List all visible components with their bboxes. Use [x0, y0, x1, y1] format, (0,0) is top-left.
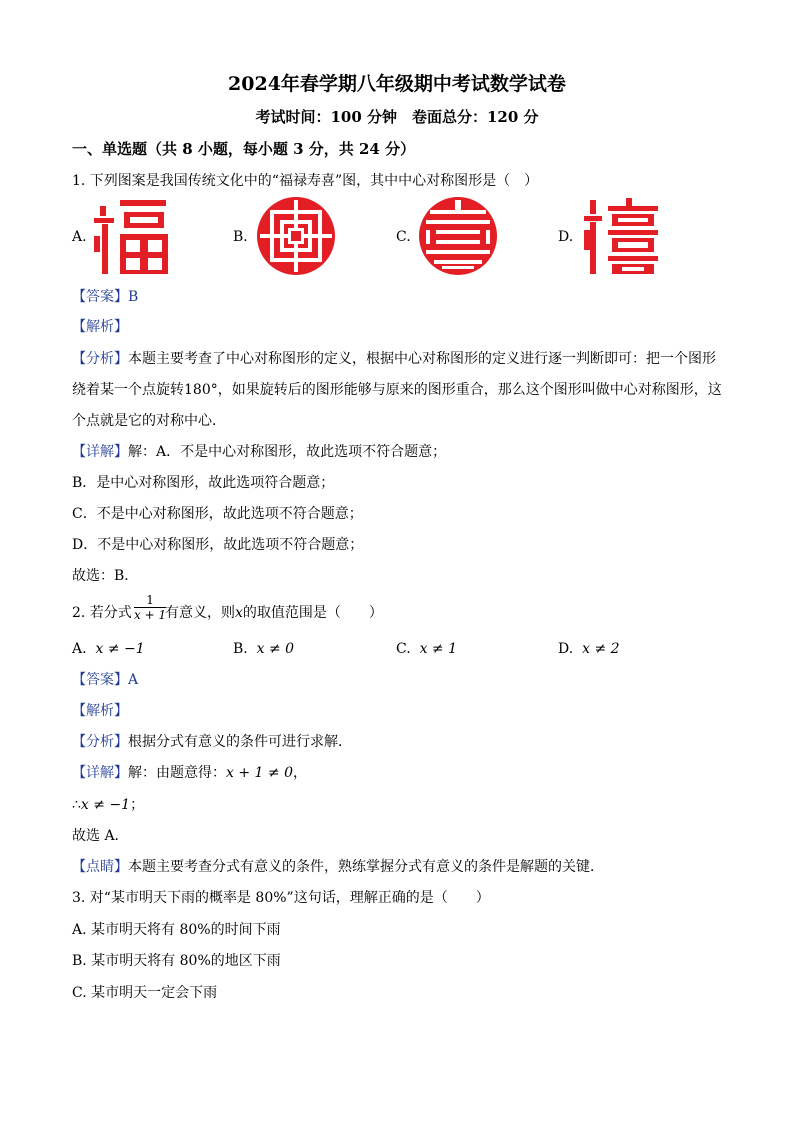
q1-xiangjie-c: C．不是中心对称图形，故此选项不符合题意； [72, 506, 363, 522]
q2-dianjing-text: 本题主要考查分式有意义的条件，熟练掌握分式有意义的条件是解题的关键． [128, 859, 604, 875]
q1-stem: 1. 下列图案是我国传统文化中的“福禄寿喜”图，其中中心对称图形是（ ） [72, 173, 539, 189]
q2-dianjing-tag: 【点睛】 [72, 859, 128, 875]
q1-conclusion: 故选：B． [72, 568, 139, 584]
q1-option-a-label: A. [72, 229, 87, 245]
q2-xiangjie-math: x + 1 ≠ 0 [226, 765, 293, 781]
q2-conclusion: 故选 A． [72, 828, 129, 844]
q1-analysis-tag: 【解析】 [72, 319, 128, 335]
fu-seal-image [92, 196, 172, 276]
q1-fenxi-line2: 绕着某一个点旋转180°，如果旋转后的图形能够与原来的图形重合，那么这个图形叫做中心对称图形，这 [72, 382, 722, 398]
q3-option-a: A. 某市明天将有 80%的时间下雨 [72, 922, 281, 938]
q1-fenxi-tag: 【分析】 [72, 351, 128, 367]
q2-fenxi-tag: 【分析】 [72, 734, 128, 750]
q1-option-d-label: D. [558, 229, 574, 245]
q1-xiangjie-b: B．是中心对称图形，故此选项符合题意； [72, 475, 335, 491]
q2-xiangjie [72, 764, 307, 782]
q1-xiangjie-tag: 【详解】 [72, 444, 128, 460]
q2-xiangjie-tag: 【详解】 [72, 765, 128, 781]
q2-answer: 【答案】A [72, 672, 139, 688]
q2-xiangjie-end: ， [292, 765, 307, 781]
q2-therefore-end: ； [130, 797, 145, 813]
q2-fraction-numerator: 1 [134, 593, 166, 608]
q2-option-a-label: A. [72, 641, 87, 657]
section-heading: 一、单选题（共 8 小题，每小题 3 分，共 24 分） [72, 140, 416, 158]
q2-option-d-text: x ≠ 2 [582, 641, 620, 657]
q2-xiangjie-text: 解：由题意得： [128, 765, 226, 781]
q2-option-b [233, 640, 294, 658]
q1-answer: 【答案】B [72, 289, 139, 305]
exam-info: 考试时间：100 分钟 卷面总分：120 分 [255, 108, 539, 126]
lu-seal-image [256, 196, 336, 276]
xi-seal-image [582, 196, 662, 276]
q1-fenxi-text1: 本题主要考查了中心对称图形的定义，根据中心对称图形的定义进行逐一判断即可：把一个图形 [128, 351, 716, 367]
q2-fenxi [72, 733, 352, 751]
q3-stem: 3. 对“某市明天下雨的概率是 80%”这句话，理解正确的是（ ） [72, 890, 490, 906]
q2-option-a-text: x ≠ −1 [95, 641, 145, 657]
q2-option-b-text: x ≠ 0 [256, 641, 295, 657]
q1-option-b-label: B. [233, 229, 248, 245]
q1-option-c-label: C. [396, 229, 411, 245]
q2-analysis-tag: 【解析】 [72, 703, 128, 719]
q2-option-c [396, 640, 457, 658]
page-title: 2024年春学期八年级期中考试数学试卷 [228, 73, 566, 95]
q2-stem-prefix: 2. 若分式 [72, 605, 132, 621]
q2-option-d-label: D. [558, 641, 574, 657]
q1-xiangjie-a-text: 解：A．不是中心对称图形，故此选项不符合题意； [128, 444, 447, 460]
q2-fraction-denominator: x + 1 [134, 608, 167, 622]
q2-option-a [72, 640, 145, 658]
q2-option-d [558, 640, 620, 658]
q2-dianjing [72, 858, 604, 876]
q2-option-c-label: C. [396, 641, 411, 657]
q2-variable: x [235, 605, 243, 621]
q1-fenxi-line3: 个点就是它的对称中心． [72, 413, 226, 429]
shou-seal-image [418, 196, 498, 276]
q1-xiangjie-a [72, 443, 446, 461]
q1-xiangjie-d: D．不是中心对称图形，故此选项不符合题意； [72, 537, 364, 553]
q2-stem-suffix: 有意义，则 [165, 605, 235, 621]
q2-stem-end: 的取值范围是（ ） [242, 605, 383, 621]
q3-option-c: C. 某市明天一定会下雨 [72, 985, 218, 1001]
q3-option-b: B. 某市明天将有 80%的地区下雨 [72, 953, 281, 969]
therefore-symbol: ∴ [72, 797, 81, 813]
q2-fraction [134, 593, 166, 622]
q2-therefore [72, 796, 144, 814]
q2-therefore-math: x ≠ −1 [80, 797, 131, 813]
q1-fenxi-line1 [72, 350, 716, 368]
q2-option-c-text: x ≠ 1 [419, 641, 458, 657]
q2-fenxi-text: 根据分式有意义的条件可进行求解． [128, 734, 352, 750]
q2-option-b-label: B. [233, 641, 248, 657]
q2-stem-rest [165, 604, 383, 622]
